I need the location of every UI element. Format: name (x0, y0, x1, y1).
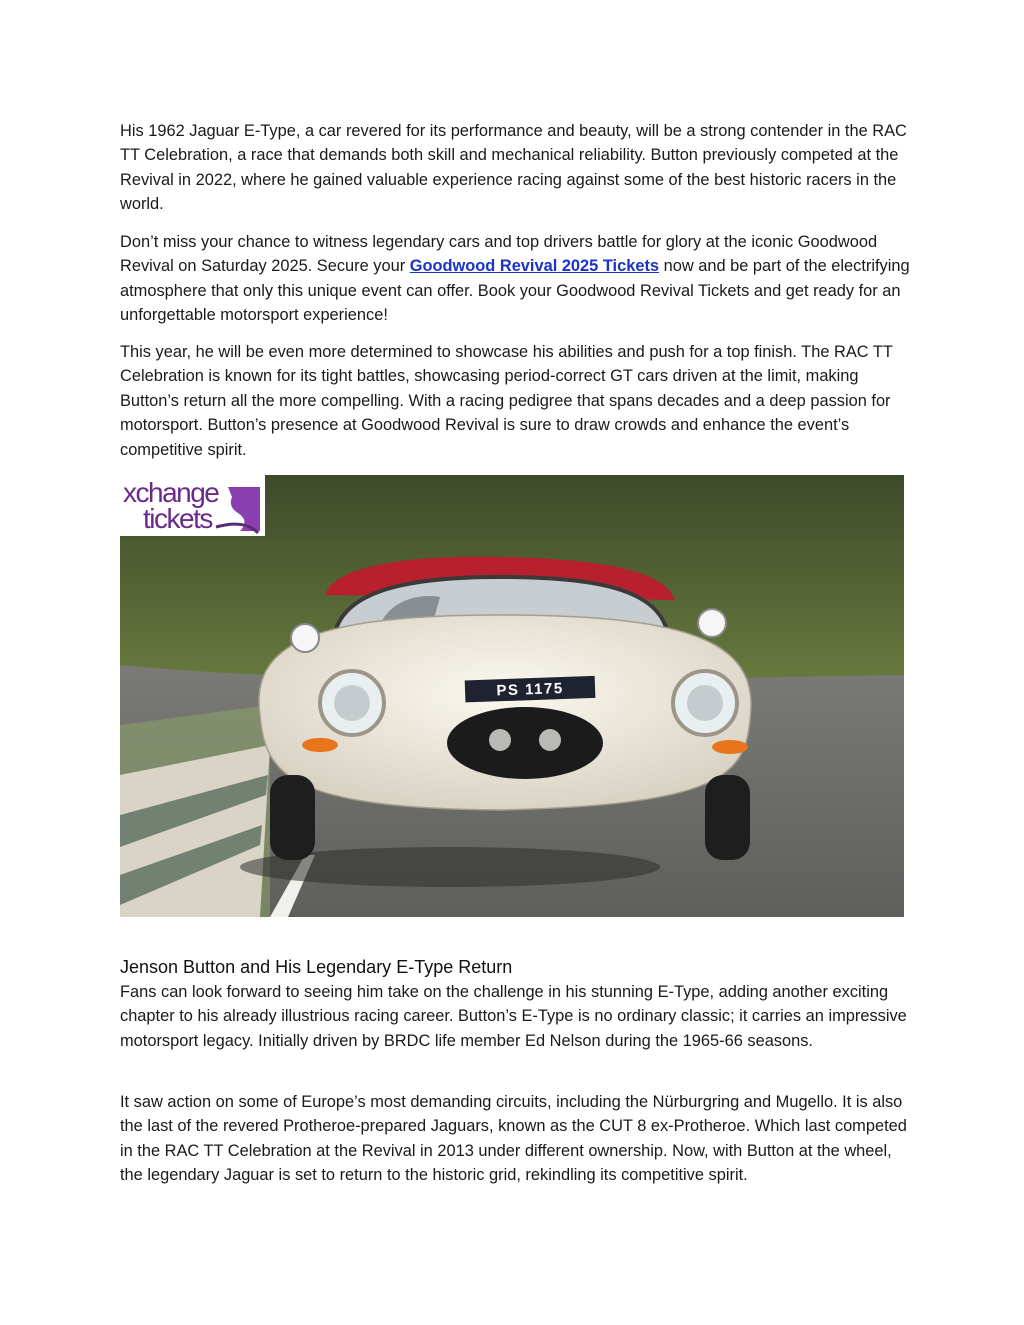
logo-text-tickets: tickets (143, 503, 212, 534)
front-left-tyre (270, 775, 315, 860)
xchange-tickets-logo (120, 475, 265, 536)
paragraph-5: It saw action on some of Europe’s most demanding circuits, including the Nürburgring and Mugello. It is also the last of the revered Protheroe-prepared Jaguars, known as the CUT 8 ex-Protheroe. Which last competed in the RAC TT Celebration at the Revival in 2013 under different ownership. Now, with Button at the wheel, the legendary Jaguar is set to return to the historic grid, rekindling its competitive spirit. (120, 1093, 907, 1185)
car-illustration (120, 475, 904, 917)
paragraph-2-text-before: Don’t miss your chance to witness legendary cars and top drivers battle for glory at the iconic Goodwood Revival on Saturday 2025. Secure your (120, 233, 878, 276)
paragraph-4: Fans can look forward to seeing him take on the challenge in his stunning E-Type, adding another exciting chapter to his already illustrious racing career. Button’s E-Type is no ordinary classic; it carries an impressive motorsport legacy. Initially driven by BRDC life member Ed Nelson during the 1965-66 seasons. (120, 983, 907, 1050)
logo-text-xchange: xchange (123, 477, 219, 508)
front-right-tyre (705, 775, 750, 860)
paragraph-3: This year, he will be even more determined to showcase his abilities and push for a top finish. The RAC TT Celebration is known for its tight battles, showcasing period-correct GT cars driven at the limit, making Button’s return all the more compelling. With a racing pedigree that spans decades and a deep passion for motorsport. Button’s presence at Goodwood Revival is sure to draw crowds and enhance the event’s competitive spirit. (120, 343, 893, 459)
paragraph-2 (120, 230, 910, 328)
goodwood-tickets-link[interactable]: Goodwood Revival 2025 Tickets (409, 257, 660, 276)
jaguar-e-type-photo (120, 475, 904, 917)
grille-intake (447, 707, 603, 779)
paragraph-2-text-after: now and be part of the electrifying atmosphere that only this unique event can offer. Book your Goodwood Revival Tickets and get ready for an unforgettable motorsport experience! (120, 257, 910, 325)
paragraph-1: His 1962 Jaguar E-Type, a car revered for its performance and beauty, will be a strong contender in the RAC TT Celebration, a race that demands both skill and mechanical reliability. Button previously competed at the Revival in 2022, where he gained valuable experience racing against some of the best historic racers in the world. (120, 122, 907, 214)
license-plate-text: PS 1175 (496, 680, 564, 700)
section-heading: Jenson Button and His Legendary E-Type Return (120, 957, 513, 977)
